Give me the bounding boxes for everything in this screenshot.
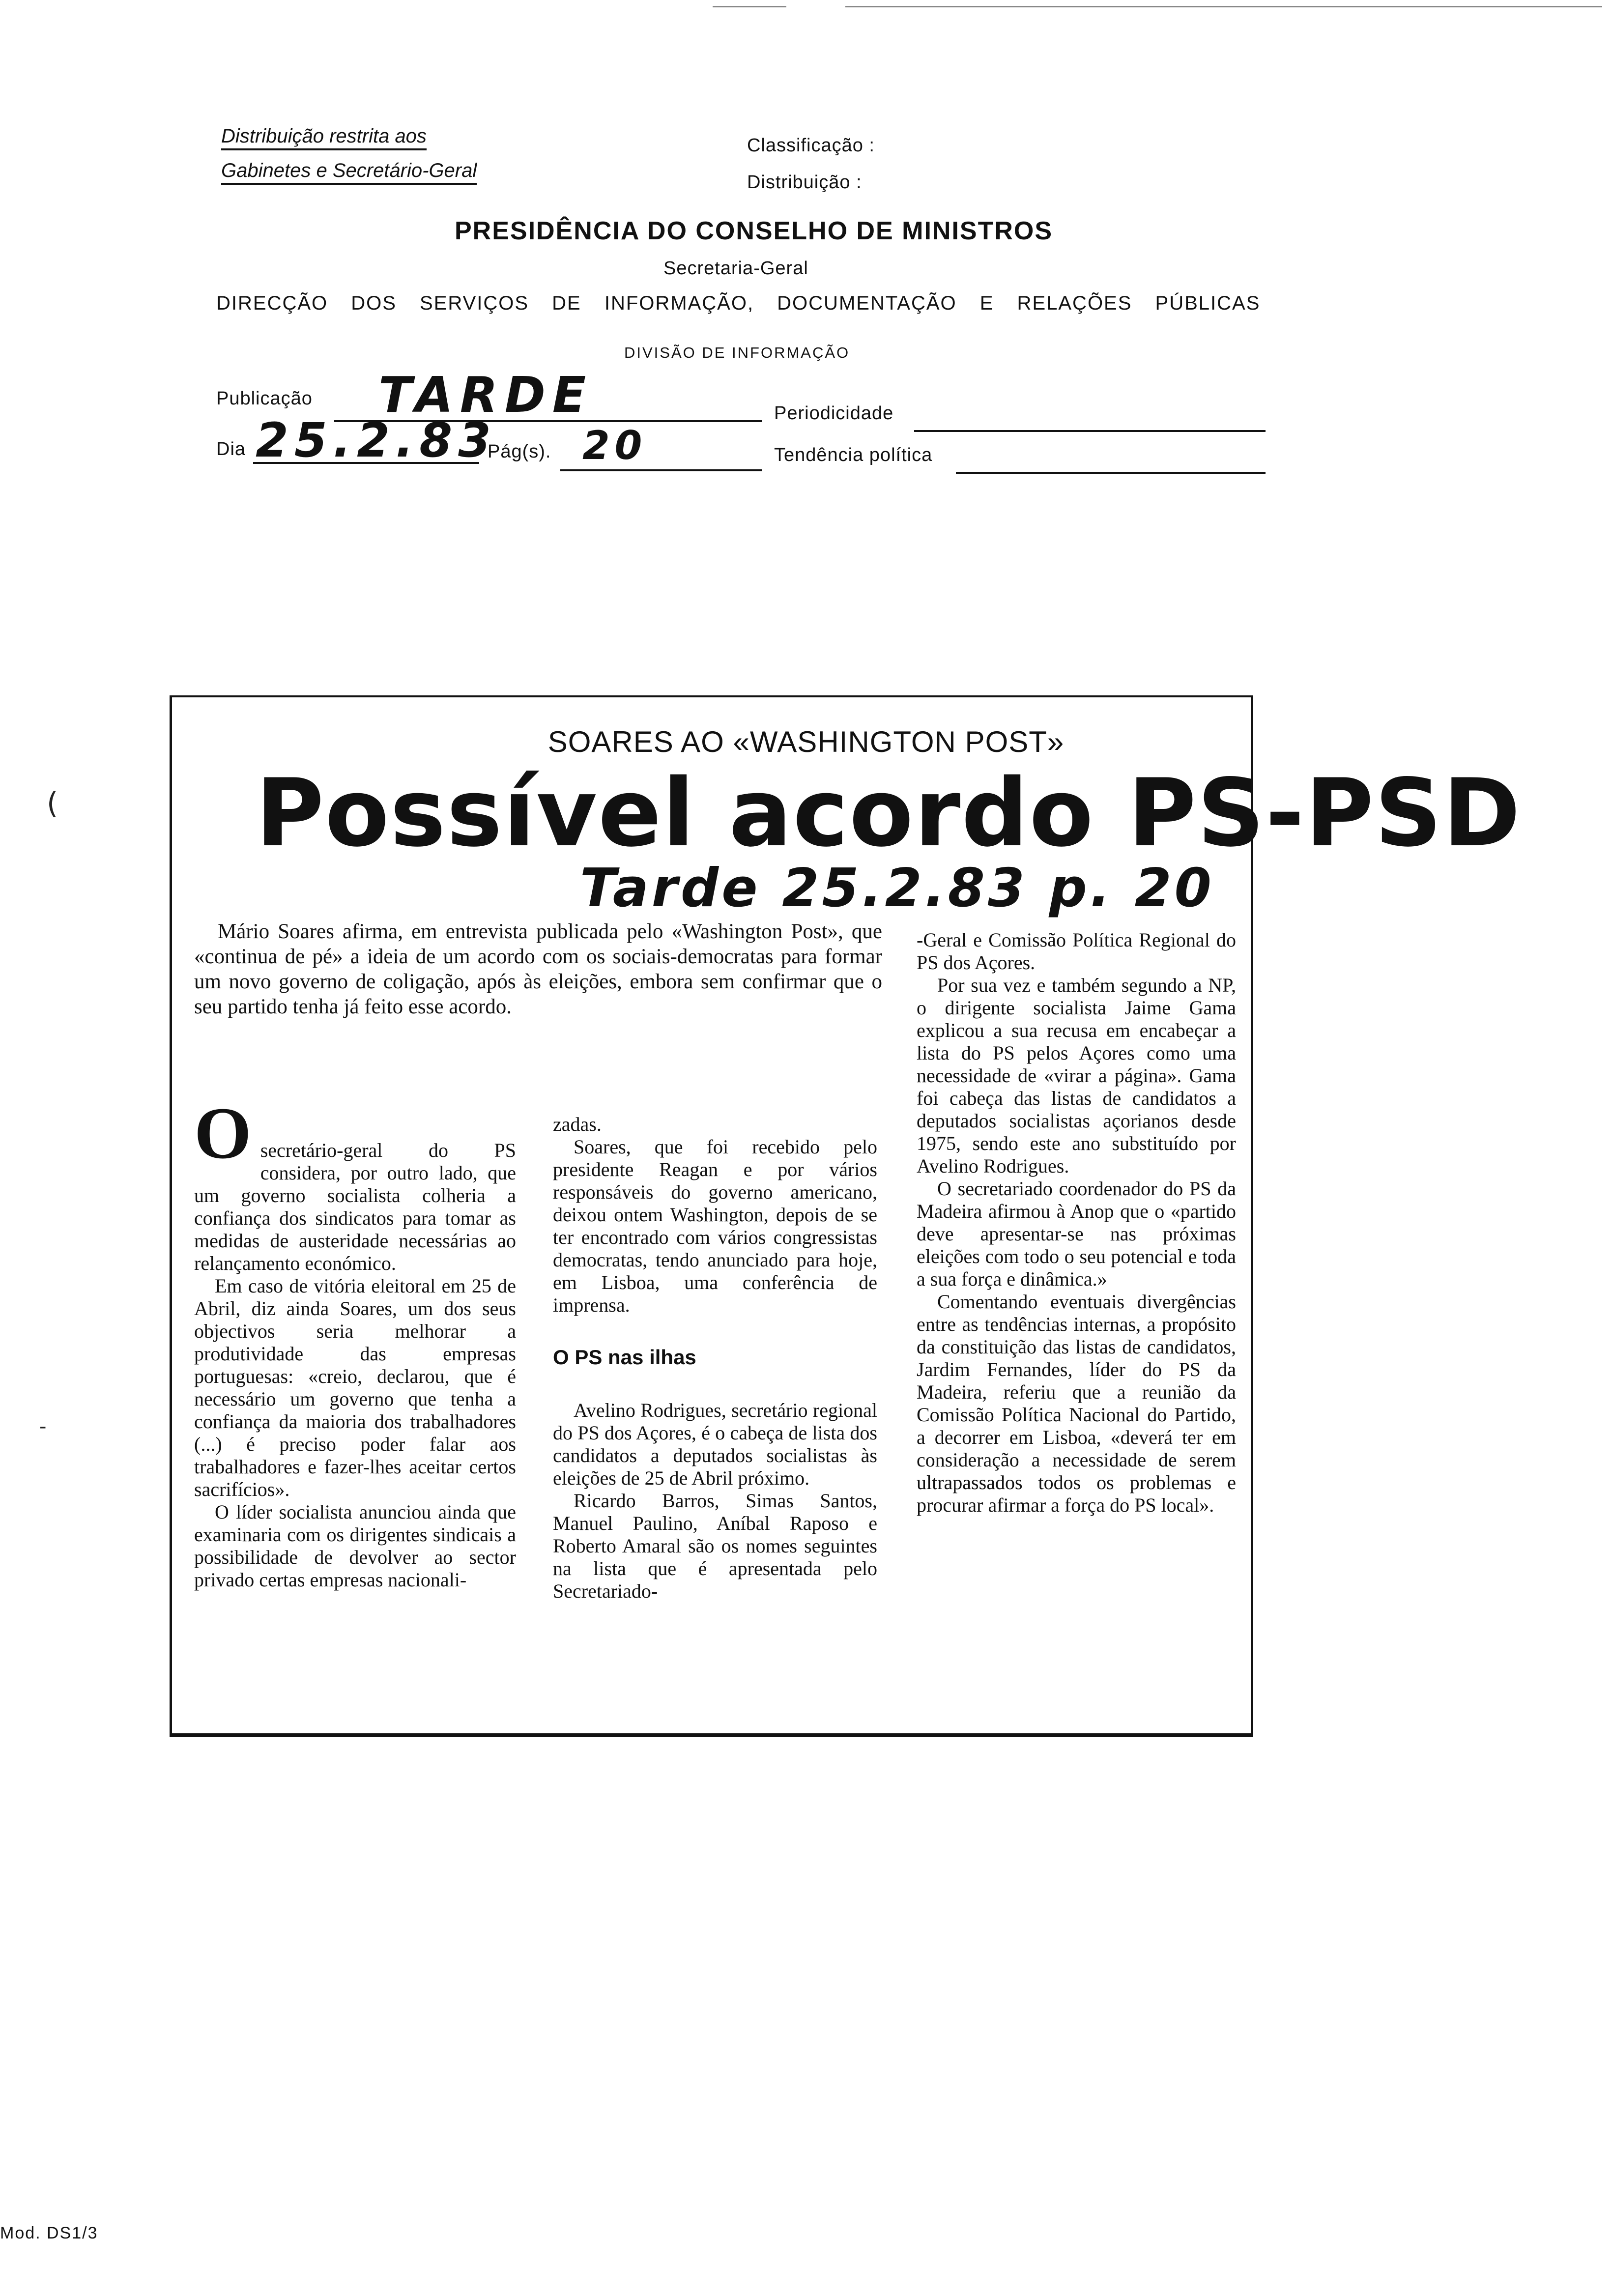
paragraph: Por sua vez e também segundo a NP, o dirigente socialista Jaime Gama explicou a sua recusa em encabeçar a lista do PS pelos Açores como uma necessidade de «virar a página». Gama foi cabeça das listas de candidatos a deputados socialistas açorianos desde 1975, sendo este ano substituído por Avelino Rodrigues. xyxy=(917,974,1236,1177)
section-subhead: O PS nas ilhas xyxy=(553,1346,696,1369)
article-column-1 xyxy=(194,1092,516,1591)
tendencia-label: Tendência política xyxy=(774,445,933,465)
paragraph: Em caso de vitória eleitoral em 25 de Abril, diz ainda Soares, um dos seus objectivos seria melhorar a produtividade das empresas portuguesas: «creio, declarou, que é necessário um governo que tenha a confiança da maioria dos trabalhadores (...) é preciso poder falar aos trabalhadores e fazer-lhes aceitar certos sacrifícios». xyxy=(194,1275,516,1500)
paragraph: -Geral e Comissão Política Regional do PS dos Açores. xyxy=(917,929,1236,974)
periodicidade-field-line xyxy=(914,430,1266,432)
paragraph: Comentando eventuais divergências entre as tendências internas, a propósito da constituição das listas de candidatos, Jardim Fernandes, líder do PS da Madeira, referiu que a reunião da Comissão Política Nacional do Partido, a decorrer em Lisboa, «deverá ter em consideração a necessidade de serem ultrapassados todos os problemas e procurar afirmar a força do PS local». xyxy=(917,1291,1236,1516)
restriction-line-1: Distribuição restrita aos xyxy=(221,125,427,150)
scan-rule xyxy=(845,6,1602,7)
ministry-title: PRESIDÊNCIA DO CONSELHO DE MINISTROS xyxy=(455,217,1053,245)
paragraph: Soares, que foi recebido pelo presidente Reagan e por vários responsáveis do governo americano, deixou ontem Washington, depois de se ter encontrado com vários congressistas democratas, tendo anunciado para hoje, em Lisboa, uma conferência de imprensa. xyxy=(553,1136,877,1316)
form-code: Mod. DS1/3 xyxy=(0,2224,98,2242)
article-lead: Mário Soares afirma, em entrevista publicada pelo «Washington Post», que «continua de pé» a ideia de um acordo com os sociais-democratas para formar um novo governo de coligação, após às eleições, embora sem confirmar que o seu partido tenha já feito esse acordo. xyxy=(194,920,882,1018)
pags-field-line xyxy=(560,469,762,471)
paragraph: O secretariado coordenador do PS da Madeira afirmou à Anop que o «partido deve apresentar-se nas próximas eleições com todo o seu potencial e toda a sua força e dinâmica.» xyxy=(917,1177,1236,1290)
secretaria-label: Secretaria-Geral xyxy=(663,258,808,279)
classificacao-label: Classificação : xyxy=(747,135,875,156)
article-column-3 xyxy=(917,929,1236,1517)
paragraph: Ricardo Barros, Simas Santos, Manuel Paulino, Aníbal Raposo e Roberto Amaral são os nomes seguintes na lista que é apresentada pelo Secretariado- xyxy=(553,1490,877,1602)
pags-value: 20 xyxy=(582,423,647,468)
drop-cap: O xyxy=(194,1092,252,1174)
divisao-label: DIVISÃO DE INFORMAÇÃO xyxy=(624,344,850,361)
paragraph: zadas. xyxy=(553,1113,602,1135)
article-headline: Possível acordo PS-PSD xyxy=(256,759,1522,867)
handwritten-note: Tarde 25.2.83 p. 20 xyxy=(580,858,1214,919)
publicacao-value: TARDE xyxy=(378,366,593,424)
paragraph: secretário-geral do PS considera, por outro lado, que um governo socialista colheria a confiança dos sindicatos para tomar as medidas de austeridade necessárias ao relançamento económico. xyxy=(194,1139,516,1274)
dia-label: Dia xyxy=(216,439,246,459)
pags-label: Pág(s). xyxy=(488,441,551,462)
periodicidade-label: Periodicidade xyxy=(774,403,894,424)
article-kicker: SOARES AO «WASHINGTON POST» xyxy=(547,725,1065,758)
paragraph: O líder socialista anunciou ainda que examinaria com os dirigentes sindicais a possibilidade de devolver ao sector privado certas empresas nacionali- xyxy=(194,1501,516,1591)
scan-rule xyxy=(713,6,786,7)
restriction-line-2: Gabinetes e Secretário-Geral xyxy=(221,160,477,185)
direccao-line: DIRECÇÃO DOS SERVIÇOS DE INFORMAÇÃO, DOCUMENTAÇÃO E RELAÇÕES PÚBLICAS xyxy=(216,292,1261,314)
tendencia-field-line xyxy=(956,472,1266,474)
margin-mark: ( xyxy=(47,786,58,821)
article-column-2 xyxy=(553,1113,877,1603)
margin-mark: - xyxy=(39,1415,47,1438)
paragraph: Avelino Rodrigues, secretário regional do PS dos Açores, é o cabeça de lista dos candidatos a deputados socialistas às eleições de 25 de Abril próximo. xyxy=(553,1399,877,1489)
distribuicao-label: Distribuição : xyxy=(747,172,862,193)
publicacao-label: Publicação xyxy=(216,388,313,409)
dia-value: 25.2.83 xyxy=(256,413,497,468)
